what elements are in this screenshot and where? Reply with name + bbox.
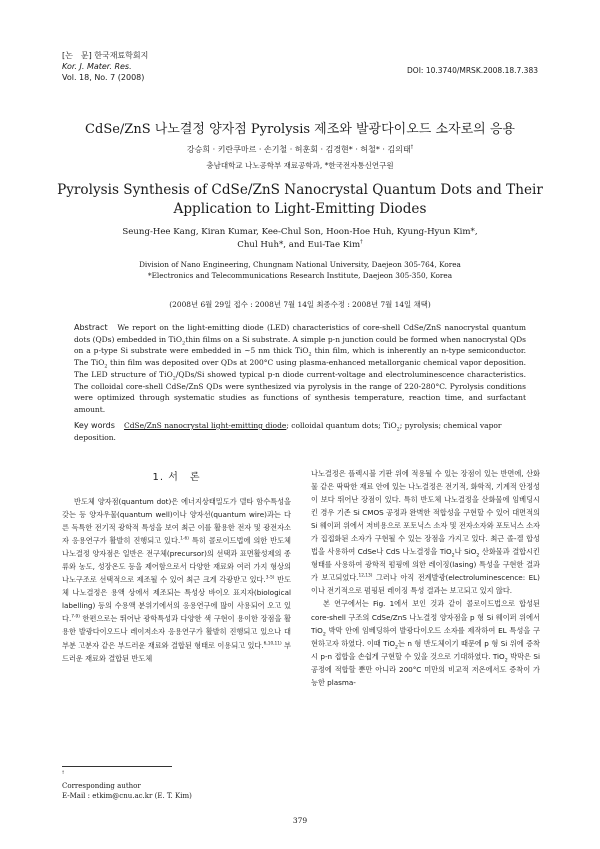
title-english: Pyrolysis Synthesis of CdSe/ZnS Nanocrystal Quantum Dots and Their Application to Light-Emitting Diodes [57,182,543,217]
affiliation-korean: 충남대학교 나노공학부 재료공학과, *한국전자통신연구원 [206,161,394,170]
corresponding-mark-en: † [360,239,363,246]
footnote-divider [62,766,172,767]
journal-name-ko: [논 문] 한국재료학회지 [62,51,149,60]
affiliation-english [50,259,550,281]
right-text-d: 그러나 아직 전계발광(electroluminescence: EL)이나 전기적으로 펌핑된 레이징 특성 결과는 보고되고 있지 않다. [311,573,540,596]
keyword-underlined: CdSe/ZnS nanocrystal light-emitting diode [124,421,287,430]
abstract-text-3: thin film, which is inherently an n-type semiconductor. The TiO [74,346,526,368]
right-column [311,467,540,689]
authors-korean-text: 강승희 · 키란쿠마르 · 손기철 · 허훈회 · 김경현* · 허철* · 김의태 [186,145,411,154]
right-sub-a: 2 [451,553,455,559]
ref-a: 1-6) [180,536,189,542]
right-p2-sub-b: 2 [395,645,398,651]
footnote-mark: † [62,769,65,775]
left-column [62,466,291,665]
footnote-corresponding: Corresponding author [62,781,141,790]
footnote [62,770,192,802]
corresponding-mark: † [410,145,414,151]
ref-d: 6,10,11) [263,641,282,647]
abstract-sub-3: 2 [104,363,108,370]
section-heading-introduction: 1. 서 론 [152,472,201,483]
abstract-text-1: We report on the light-emitting diode (LED) characteristics of core-shell CdSe/ZnS nanocrystal quantum dots (QDs) embedded in TiO [74,323,526,344]
intro-text-a: 반도체 양자점(quantum dot)은 에너지상태밀도가 델타 함수특성을 갖는 등 양자우물(quantum well)이나 양자선(quantum wire)과는 다른 독특한 전기적 광학적 특성을 보여 최근 이를 활용한 전자 및 광전자소자 응용연구가 활발히 진행되고 있다. [62,497,291,546]
authors-english-line2-wrap [70,239,530,252]
right-text-a: 나노결정은 플렉시블 기판 위에 적용될 수 있는 장점이 있는 반면에, 산화물 같은 딱딱한 재료 안에 있는 나노결정은 전기적, 화학적, 기계적 안정성이 보다 뛰어난 장점이 있다. 특히 반도체 나노결정을 산화물에 임베딩시킨 경우 기존 Si CMOS 공정과 완벽한 적합성을 구현할 수 있어 대면적의 Si 웨이퍼 위에서 저비용으로 포토닉스 소자 및 전자소자와 포토닉스 소자가 집접화된 소자가 구현될 수 있는 장점을 가지고 있다. 최근 졸-겔 합성법을 사용하여 CdSe나 CdS 나노결정을 TiO [311,469,540,557]
right-paragraph-1 [311,467,540,597]
ref-b: 3-5) [265,575,275,581]
journal-header [62,50,148,83]
affiliation-english-1: Division of Nano Engineering, Chungnam National University, Daejeon 305-764, Korea [139,260,461,269]
authors-korean [0,144,600,155]
intro-text-d: 한편으로는 뛰어난 광학특성과 다양한 색 구현이 용이한 장점을 활용한 발광다이오드나 레이저소자 응용연구가 활발히 진행되고 있으나 대부분 고분자 같은 부드러운 재료와 결합된 형태로 이용되고 있다. [62,614,291,650]
journal-name-en: Kor. J. Mater. Res. [62,62,132,71]
keywords-text [74,421,501,442]
abstract-sub-2: 2 [308,351,312,358]
received-dates: (2008년 6월 29일 접수 : 2008년 7월 14일 최종수정 : 2008년 7월 14일 채택) [169,300,431,309]
intro-text-b: 특히 콜로이드법에 의한 반도체 나노결정 양자점은 일반은 전구체(precursor)의 선택과 표면활성제의 종류와 농도, 성장온도 등을 제어함으로서 다양한 재료와 여러 가지 형상의 나노구조로 선택적으로 제조될 수 있어 최근 크게 각광받고 있다. [62,536,291,585]
abstract-text-5: /QDs/Si showed typical p-n diode current-voltage and electroluminescence characteristics. The colloidal core-shell CdSe/ZnS QDs were synthesized via pyrolysis in the range of 220-280°C. Pyrolysis conditions were optimized through systematic studies as functions of synthesis temperature, reaction time, and surfactant amount. [74,369,526,414]
keywords [74,420,526,443]
abstract [74,322,526,416]
title-korean: CdSe/ZnS 나노결정 양자점 Pyrolysis 제조와 발광다이오드 소자로의 응용 [85,122,515,137]
abstract-sub-1: 2 [182,340,186,347]
authors-english-line1: Seung-Hee Kang, Kiran Kumar, Kee-Chul Son, Hoon-Hoe Huh, Kyung-Hyun Kim*, [122,227,478,237]
right-text-c: 산화물과 결합시킨 형태를 사용하여 광학적 펌핑에 의한 레이징(lasing) 특성을 구현한 결과가 보고되었다. [311,547,540,583]
abstract-sub-4: 2 [172,375,176,382]
right-p2-a: 본 연구에서는 Fig. 1에서 보인 것과 같이 콜로이드법으로 합성된 core-shell 구조의 CdSe/ZnS 나노결정 양자점을 p 형 Si 웨이퍼 위에서 TiO [311,599,540,635]
right-p2-sub-c: 2 [504,658,508,664]
keyword-rest: ; colloidal quantum dots; TiO [286,421,397,430]
intro-text-e: 부드러운 재료와 결합된 반도체 [62,640,291,663]
right-text-b: 나 SiO [454,547,477,557]
abstract-label: Abstract [74,323,108,332]
right-paragraph-2 [311,597,540,688]
authors-english [70,226,530,252]
journal-volume: Vol. 18, No. 7 (2008) [62,73,145,82]
footnote-line1 [62,770,192,791]
right-p2-d: 박막은 Si 공정에 적합할 뿐만 아니라 200°C 미만의 비교적 저온에서도 증착이 가능한 plasma- [311,651,540,687]
abstract-text-4: thin film was deposited over QDs at 200°C using plasma-enhanced metallorganic chemical vapor deposition. The LED structure of TiO [74,358,526,379]
affiliation-english-2: *Electronics and Telecommunications Research Institute, Daejeon 305-350, Korea [147,271,453,280]
right-p2-b: 박막 안에 임베딩하여 발광다이오드 소자를 제작하여 EL 특성을 구현하고자 하였다. 이때 TiO [311,625,540,648]
footnote-email: E-Mail : etkim@cnu.ac.kr (E. T. Kim) [62,792,192,800]
page-number: 379 [292,816,308,825]
right-sub-b: 2 [476,553,480,559]
intro-text-c: 반도체 나노결정은 용액 상에서 제조되는 특성상 바이오 표지자(biological labelling) 등의 수용액 분위기에서의 응용연구에 많이 사용되어 오고 있다. [62,575,291,624]
keywords-label: Key words [74,421,115,430]
abstract-text-2: thin films on a Si substrate. A simple p-n junction could be formed when nanocrystal QDs on a p-type Si substrate were embedded in ~5 nm thick TiO [74,334,526,356]
ref-c: 7-9) [71,615,80,621]
intro-paragraph-1 [62,495,291,665]
keyword-sub: 2 [396,426,400,433]
right-p2-c: 는 n 형 반도체이기 때문에 p 형 Si 위에 증착 시 p-n 접합을 손쉽게 구현할 수 있을 것으로 기대하였다. TiO [311,638,540,661]
right-p2-sub-a: 2 [322,632,326,637]
doi: DOI: 10.3740/MRSK.2008.18.7.383 [407,66,538,75]
keyword-rest2: ; pyrolysis; chemical vapor deposition. [74,421,502,442]
authors-english-line2: Chul Huh*, and Eui-Tae Kim [237,240,361,250]
right-ref: 12,13) [358,573,373,579]
